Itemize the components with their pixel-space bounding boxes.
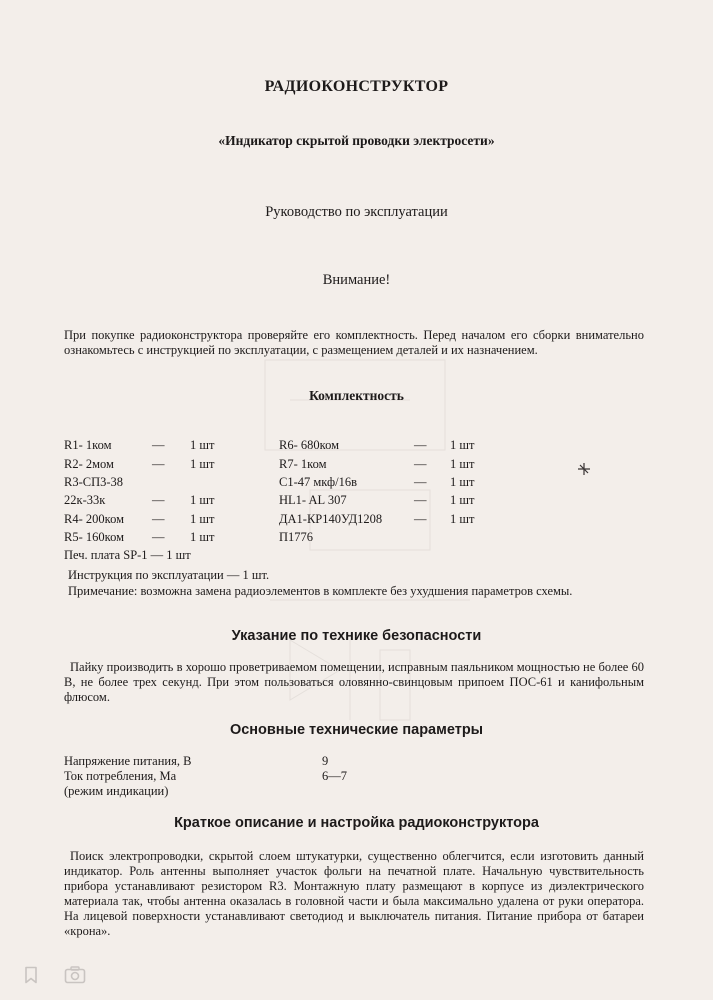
kit-item-dash: —	[414, 475, 427, 489]
param-label: Ток потребления, Ма	[64, 769, 177, 783]
kit-item-qty: 1 шт	[190, 438, 215, 452]
kit-item-qty: 1 шт	[190, 457, 215, 471]
safety-heading: Указание по технике безопасности	[231, 628, 482, 644]
bookmark-button[interactable]	[16, 960, 46, 990]
kit-item-qty: 1 шт	[450, 475, 475, 489]
kit-item-qty: 1 шт	[190, 530, 215, 544]
attention-text: При покупке радиоконструктора проверяйте его комплектность. Перед началом его сборки внимательно ознакомьтесь с инструкцией по эксплуатации, с размещением деталей и их назначением.	[64, 328, 644, 357]
kit-item-name: C1-47 мкф/16в	[279, 475, 358, 489]
manual-heading: Руководство по эксплуатации	[265, 204, 448, 220]
param-value: 6—7	[322, 769, 347, 783]
kit-item-qty: 1 шт	[450, 457, 475, 471]
kit-item-name: R1- 1ком	[64, 438, 112, 452]
kit-item-name: R3-СП3-38	[64, 475, 124, 489]
kit-item-dash: —	[152, 512, 165, 526]
kit-item-qty: 1 шт	[450, 512, 475, 526]
kit-item-name: HL1- AL 307	[279, 493, 347, 507]
kit-item-qty: 1 шт	[190, 512, 215, 526]
kit-item-dash: —	[152, 457, 165, 471]
kit-item-dash: —	[414, 493, 427, 507]
kit-item-name: R4- 200ком	[64, 512, 124, 526]
safety-paragraph	[64, 660, 644, 705]
params-heading: Основные технические параметры	[229, 722, 484, 738]
kit-item-name: 22к-33к	[64, 493, 106, 507]
kit-item-dash: —	[152, 530, 165, 544]
attention-heading: Внимание!	[322, 272, 391, 288]
safety-text: Пайку производить в хорошо проветриваемом помещении, исправным паяльником мощностью не более 60 В, не более трех секунд. При этом пользоваться оловянно-свинцовым припоем ПОС-61 и канифольным флюсом.	[64, 660, 644, 704]
kit-item-dash: —	[152, 438, 165, 452]
note-text: Примечание: возможна замена радиоэлементов в комплекте без ухудшения параметров схемы.	[68, 584, 573, 598]
kit-item-dash: —	[414, 457, 427, 471]
param-label: (режим индикации)	[64, 784, 169, 798]
kit-item-name: R2- 2мом	[64, 457, 114, 471]
description-paragraph	[64, 849, 644, 939]
kit-item-dash: —	[414, 438, 427, 452]
kit-item-qty: 1 шт	[450, 493, 475, 507]
attention-paragraph	[64, 328, 644, 358]
kit-item-name: R7- 1ком	[279, 457, 327, 471]
kit-heading: Комплектность	[309, 388, 404, 403]
document-subtitle: «Индикатор скрытой проводки электросети»	[218, 133, 495, 148]
note-paragraph	[64, 584, 644, 599]
description-text: Поиск электропроводки, скрытой слоем штукатурки, существенно облегчится, если изготовить данный индикатор. Роль антенны выполняет участок фольги на печатной плате. Начальную чувствительность прибора устанавливают резистором R3. Монтажную плату размещают в корпусе из диэлектрического материала так, чтобы антенна оказалась в головной части и была максимально удалена от руки оператора. На лицевой поверхности устанавливают светодиод и выключатель питания. Питание прибора от батареи «крона».	[64, 849, 644, 938]
param-value: 9	[322, 754, 329, 768]
image-search-button[interactable]	[60, 960, 90, 990]
param-label: Напряжение питания, В	[64, 754, 192, 768]
kit-item-name: П1776	[279, 530, 314, 544]
board-line: Печ. плата SP-1 — 1 шт	[64, 548, 191, 562]
kit-item-name: R5- 160ком	[64, 530, 124, 544]
manual-line: Инструкция по эксплуатации — 1 шт.	[68, 568, 270, 582]
bookmark-icon	[23, 966, 39, 984]
kit-item-qty: 1 шт	[450, 438, 475, 452]
description-heading: Краткое описание и настройка радиоконструктора	[174, 815, 539, 831]
document-title: РАДИОКОНСТРУКТОР	[264, 78, 449, 95]
kit-item-name: R6- 680ком	[279, 438, 339, 452]
image-search-icon	[64, 966, 86, 984]
viewer-toolbar	[16, 960, 90, 990]
kit-item-dash: —	[414, 512, 427, 526]
kit-item-dash: —	[152, 493, 165, 507]
kit-item-name: ДА1-КР140УД1208	[279, 512, 383, 526]
crosshair-mark-icon	[577, 462, 591, 476]
kit-item-qty: 1 шт	[190, 493, 215, 507]
